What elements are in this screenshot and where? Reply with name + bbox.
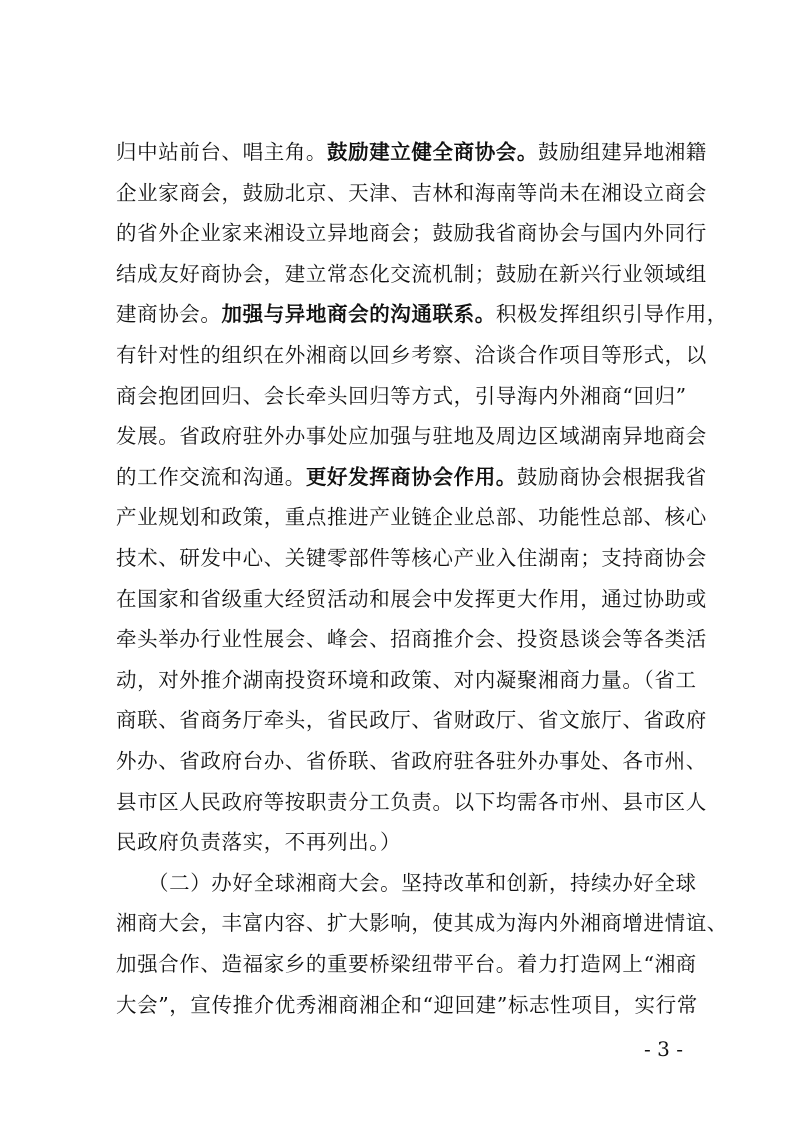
- text-segment: 牵头举办行业性展会、峰会、招商推介会、投资恳谈会等各类活: [116, 627, 707, 652]
- text-segment: 湘商大会，丰富内容、扩大影响，使其成为海内外湘商增进情谊、: [116, 911, 728, 936]
- text-line: [116, 503, 707, 535]
- text-line: [116, 950, 697, 982]
- text-segment: 民政府负责落实，不再列出。）: [116, 830, 402, 855]
- text-line: [116, 422, 707, 454]
- text-segment: 在国家和省级重大经贸活动和展会中发挥更大作用，通过协助或: [116, 586, 707, 611]
- bold-heading-phrase: 鼓励建立健全商协会。: [327, 140, 538, 164]
- text-segment: 归中站前台、唱主角。: [116, 140, 327, 164]
- text-segment: 加强合作、造福家乡的重要桥梁纽带平台。着力打造网上“湘商: [116, 952, 697, 976]
- text-segment: 企业家商会，鼓励北京、天津、吉林和海南等尚未在湘设立商会: [116, 180, 707, 205]
- text-line: [116, 706, 707, 738]
- text-line: [116, 300, 728, 332]
- text-segment: 动，对外推介湖南投资环境和政策、对内凝聚湘商力量。（省工: [116, 667, 697, 692]
- text-segment: 结成友好商协会，建立常态化交流机制；鼓励在新兴行业领域组: [116, 261, 707, 286]
- text-segment: 鼓励商协会根据我省: [516, 464, 707, 489]
- bold-heading-phrase: 更好发挥商协会作用。: [305, 464, 517, 489]
- text-segment: 鼓励组建异地湘籍: [538, 140, 707, 164]
- text-line: [116, 463, 707, 495]
- page-number: - 3 -: [644, 1037, 683, 1061]
- text-segment: 发展。省政府驻外办事处应加强与驻地及周边区域湖南异地商会: [116, 424, 707, 449]
- text-segment: 外办、省政府台办、省侨联、省政府驻各驻外办事处、各市州、: [116, 749, 707, 773]
- text-line: [116, 179, 707, 211]
- text-segment: 县市区人民政府等按职责分工负责。以下均需各市州、县市区人: [116, 789, 707, 814]
- text-segment: 积极发挥组织引导作用，: [495, 302, 728, 327]
- text-segment: 的省外企业家来湘设立异地商会；鼓励我省商协会与国内外同行: [116, 221, 707, 246]
- text-segment: 商联、省商务厅牵头，省民政厅、省财政厅、省文旅厅、省政府: [116, 708, 707, 733]
- text-line: [116, 219, 707, 251]
- text-line: [116, 666, 697, 698]
- text-segment: （二）办好全球湘商大会。坚持改革和创新，持续办好全球: [148, 870, 697, 895]
- text-line: [116, 382, 686, 414]
- text-line: [148, 869, 697, 901]
- text-line: [116, 747, 707, 779]
- text-segment: 建商协会。: [116, 302, 222, 327]
- text-segment: 产业规划和政策，重点推进产业链企业总部、功能性总部、核心: [116, 505, 707, 530]
- text-line: [116, 909, 728, 941]
- text-line: [116, 991, 698, 1023]
- text-line: [116, 585, 707, 617]
- text-segment: 商会抱团回归、会长牵头回归等方式，引导海内外湘商“回归”: [116, 383, 687, 408]
- text-line: [116, 260, 707, 292]
- text-segment: 有针对性的组织在外湘商以回乡考察、洽谈合作项目等形式，以: [116, 343, 707, 367]
- text-line: [116, 788, 707, 820]
- text-line: [116, 138, 707, 170]
- text-line: [116, 544, 707, 576]
- text-segment: 技术、研发中心、关键零部件等核心产业入住湖南；支持商协会: [116, 546, 707, 570]
- text-line: [116, 341, 707, 373]
- text-line: [116, 625, 707, 657]
- text-segment: 的工作交流和沟通。: [116, 464, 306, 489]
- bold-heading-phrase: 加强与异地商会的沟通联系。: [221, 302, 496, 327]
- text-line: [116, 828, 686, 860]
- text-segment: 大会”，宣传推介优秀湘商湘企和“迎回建”标志性项目，实行常: [116, 992, 698, 1017]
